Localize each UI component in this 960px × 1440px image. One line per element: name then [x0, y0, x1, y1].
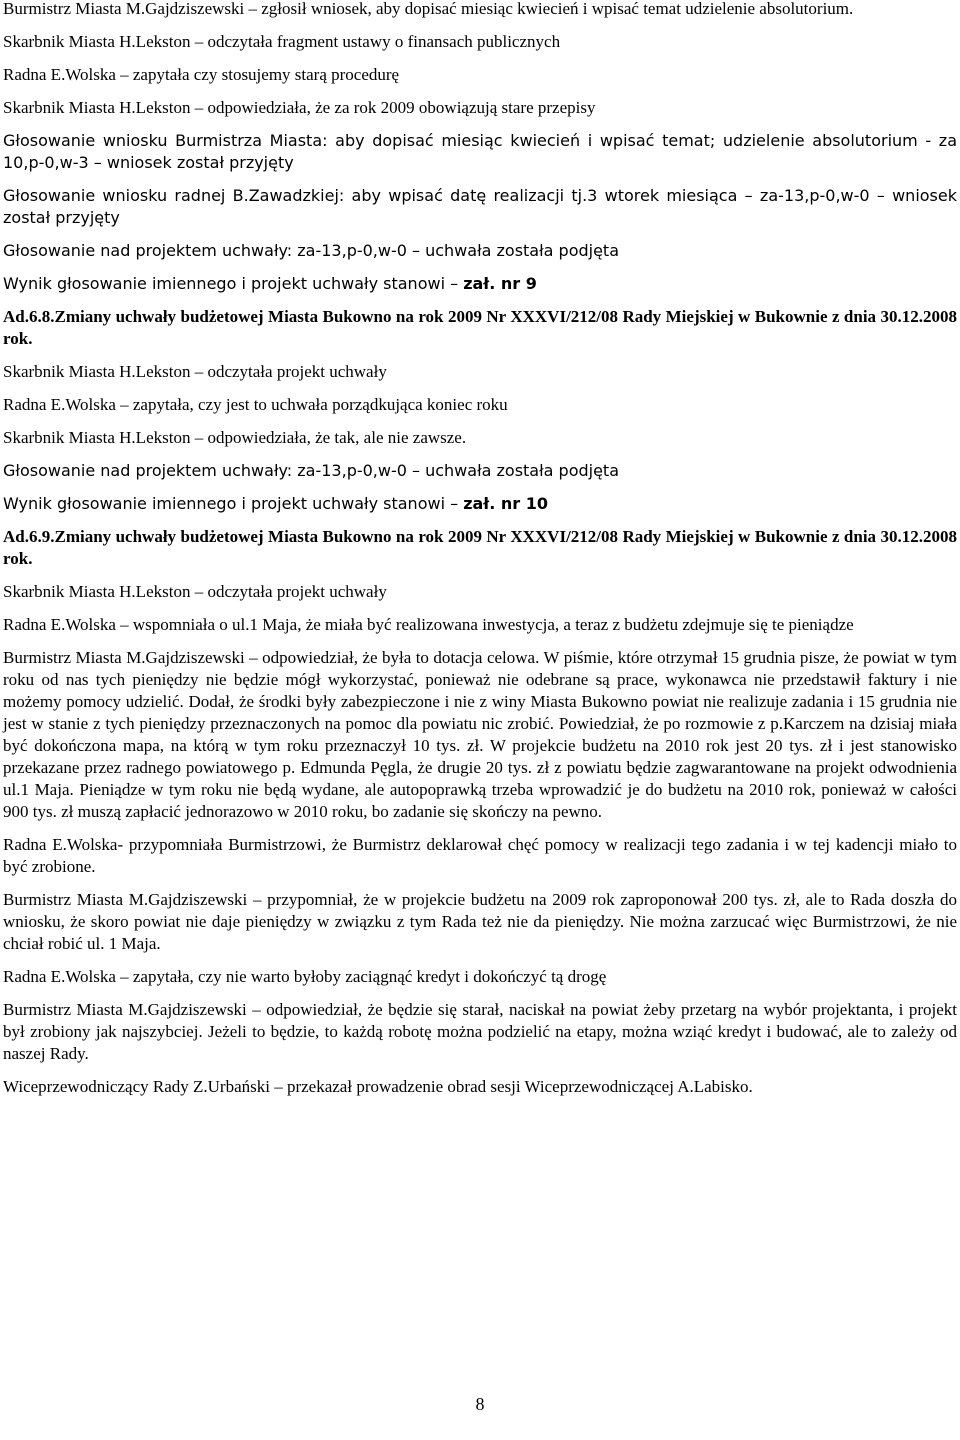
paragraph: Burmistrz Miasta M.Gajdziszewski – przypomniał, że w projekcie budżetu na 2009 rok zaproponował 200 tys. zł, ale to Rada doszła do wniosku, że skoro powiat nie daje pieniędzy w związku z tym Rada też nie da pieniędzy. Nie można zarzucać więc Burmistrzowi, że nie chciał robić ul. 1 Maja. — [3, 890, 957, 953]
section-heading: Ad.6.9.Zmiany uchwały budżetowej Miasta Bukowno na rok 2009 Nr XXXVI/212/08 Rady Miejskiej w Bukownie z dnia 30.12.2008 rok. — [3, 527, 957, 568]
vote-result-text: Wynik głosowanie imiennego i projekt uchwały stanowi – — [3, 274, 464, 293]
paragraph: Skarbnik Miasta H.Lekston – odczytała fragment ustawy o finansach publicznych — [3, 32, 561, 51]
vote-paragraph: Głosowanie wniosku radnej B.Zawadzkiej: aby wpisać datę realizacji tj.3 wtorek miesiąca – za-13,p-0,w-0 – wniosek został przyjęty — [3, 186, 957, 227]
vote-paragraph: Głosowanie nad projektem uchwały: za-13,p-0,w-0 – uchwała została podjęta — [3, 461, 620, 480]
paragraph: Skarbnik Miasta H.Lekston – odczytała projekt uchwały — [3, 362, 387, 381]
paragraph: Radna E.Wolska – zapytała czy stosujemy starą procedurę — [3, 65, 400, 84]
vote-paragraph: Głosowanie wniosku Burmistrza Miasta: aby dopisać miesiąc kwiecień i wpisać temat; udzielenie absolutorium - za 10,p-0,w-3 – wniosek został przyjęty — [3, 131, 957, 172]
attachment-ref: zał. nr 9 — [463, 274, 537, 293]
vote-result-text: Wynik głosowanie imiennego i projekt uchwały stanowi – — [3, 494, 464, 513]
paragraph: Radna E.Wolska – wspomniała o ul.1 Maja, że miała być realizowana inwestycja, a teraz z budżetu zdejmuje się te pieniądze — [3, 615, 854, 634]
section-heading: Ad.6.8.Zmiany uchwały budżetowej Miasta Bukowno na rok 2009 Nr XXXVI/212/08 Rady Miejskiej w Bukownie z dnia 30.12.2008 rok. — [3, 307, 957, 348]
paragraph: Radna E.Wolska- przypomniała Burmistrzowi, że Burmistrz deklarował chęć pomocy w realizacji tego zadania i w tej kadencji miało to być zrobione. — [3, 835, 957, 876]
paragraph: Burmistrz Miasta M.Gajdziszewski – odpowiedział, że była to dotacja celowa. W piśmie, które otrzymał 15 grudnia pisze, że powiat w tym roku od nas tych pieniędzy nie będzie mógł wykorzystać, ponieważ nie odebrane są prace, wykonawca nie przedstawił faktury i nie możemy pomocy udzielić. Dodał, że środki były zabezpieczone i nie z winy Miasta Bukowno powiat nie realizuje zadania i 15 grudnia nie jest w stanie z tych pieniędzy przeznaczonych na pomoc dla powiatu nic zrobić. Powiedział, że po rozmowie z p.Karczem na dzisiaj miała być dokończona mapa, na którą w tym roku przeznaczył 10 tys. zł. W projekcie budżetu na 2010 rok jest 20 tys. zł i jest stanowisko przekazane przez radnego powiatowego p. Edmunda Pęgla, że drugie 20 tys. zł z powiatu będzie zagwarantowane na projekt odwodnienia ul.1 Maja. Pieniądze w tym roku nie będą wydane, ale autopoprawką trzeba wprowadzić je do budżetu na 2010 rok, ponieważ w całości 900 tys. zł muszą zapłacić jednorazowo w 2010 roku, bo zadanie się skończy na pewno. — [3, 648, 957, 821]
paragraph: Burmistrz Miasta M.Gajdziszewski – zgłosił wniosek, aby dopisać miesiąc kwiecień i wpisać temat udzielenie absolutorium. — [3, 0, 854, 18]
paragraph: Radna E.Wolska – zapytała, czy nie warto byłoby zaciągnąć kredyt i dokończyć tą drogę — [3, 967, 607, 986]
paragraph: Skarbnik Miasta H.Lekston – odpowiedziała, że tak, ale nie zawsze. — [3, 428, 467, 447]
paragraph: Wiceprzewodniczący Rady Z.Urbański – przekazał prowadzenie obrad sesji Wiceprzewodniczącej A.Labisko. — [3, 1077, 753, 1096]
vote-paragraph: Głosowanie nad projektem uchwały: za-13,p-0,w-0 – uchwała została podjęta — [3, 241, 620, 260]
paragraph: Skarbnik Miasta H.Lekston – odczytała projekt uchwały — [3, 582, 387, 601]
vote-result-paragraph — [3, 493, 957, 515]
page-number: 8 — [475, 1394, 485, 1414]
vote-result-paragraph — [3, 273, 957, 295]
attachment-ref: zał. nr 10 — [463, 494, 548, 513]
paragraph: Radna E.Wolska – zapytała, czy jest to uchwała porządkująca koniec roku — [3, 395, 508, 414]
paragraph: Burmistrz Miasta M.Gajdziszewski – odpowiedział, że będzie się starał, naciskał na powiat żeby przetarg na wybór projektanta, i projekt był zrobiony jak najszybciej. Jeżeli to będzie, to każdą robotę można podzielić na etapy, można wziąć kredyt i budować, ale to zależy od naszej Rady. — [3, 1000, 957, 1063]
paragraph: Skarbnik Miasta H.Lekston – odpowiedziała, że za rok 2009 obowiązują stare przepisy — [3, 98, 596, 117]
